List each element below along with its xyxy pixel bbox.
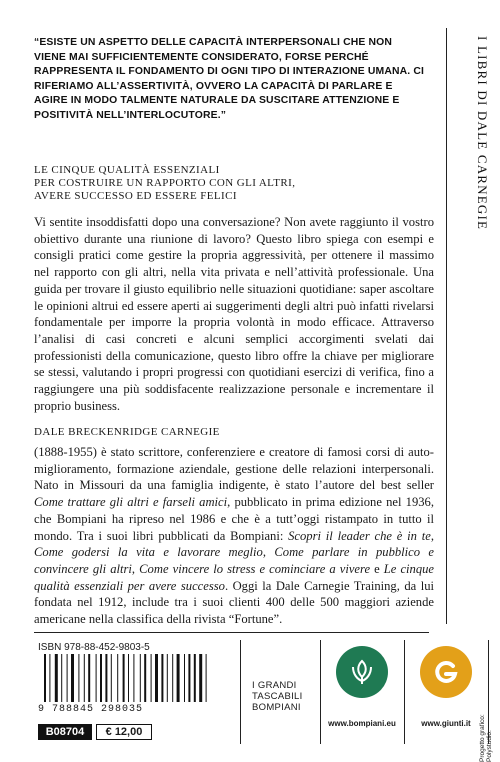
author-bio: (1888-1955) è stato scrittore, conferenziere e creatore di famosi corsi di auto-miglioramento, formazione aziendale, gestione delle relazioni interpersonali. Nato in Missouri da una famiglia indigente, è stato l’autore del best seller Come trattare gli altri e farseli amici, pubblicato in prima edizione nel 1936, che Bompiani ha ripreso nel 1986 e che è a tutt’oggi ristampato in tutto il mondo. Tra i suoi libri pubblicati da Bompiani: Scopri il leader che è in te, Come godersi la vita e lavorare meglio, Come parlare in pubblico e convincere gli altri, Come vincere lo stress e cominciare a vivere e Le cinque qualità essenziali per avere successo. Oggi la Dale Carnegie Training, da lui fondata nel 1912, include tra i suoi clienti 400 delle 500 maggiori aziende americane nella classifica della rivista “Fortune”. (34, 445, 435, 627)
giunti-swirl-icon (420, 646, 472, 698)
design-credit: Progetto grafico: Polystudio. (479, 714, 493, 762)
collection-label: I GRANDI TASCABILI BOMPIANI (252, 680, 303, 713)
publisher-divider-1 (320, 640, 321, 744)
isbn-block (34, 640, 241, 744)
product-code-badge: B08704 (38, 724, 92, 740)
barcode-digits: 9 788845 298035 (38, 704, 144, 715)
price-badge: € 12,00 (96, 724, 152, 740)
back-cover-quote: “ESISTE UN ASPETTO DELLE CAPACITÀ INTERPERSONALI CHE NON VIENE MAI SUFFICIENTEMENTE CONSIDERATO, FORSE PERCHÉ RAPPRESENTA IL FONDAMENTO DI OGNI TIPO DI INTERAZIONE UMANA. CI RIFERIAMO ALL’ASSERTIVITÀ, OVVERO LA CAPACITÀ DI PARLARE E AGIRE IN MODO TALMENTE NATURALE DA SUSCITARE ATTENZIONE E POSITIVITÀ NELL’INTERLOCUTORE.” (34, 37, 425, 121)
publisher-divider-2 (404, 640, 405, 744)
book-description: Vi sentite insoddisfatti dopo una conversazione? Non avete raggiunto il vostro obiettivo durante una riunione di lavoro? Questo libro spiega con esempi e consigli pratici come gestire la propria aggressività, per ottenere il massimo nel rapporto con gli altri, nella vita privata e nell’attività professionale. Una guida per trovare il giusto equilibrio nelle situazioni quotidiane: saper ascoltare le opinioni altrui ed essere aperti ai suggerimenti degli altri può infatti rivelarsi fondamentale per imporre la propria volontà in modo efficace. Attraverso l’analisi di casi concreti e alcuni semplici accorgimenti svelati dai professionisti della comunicazione, questo libro offre la chiave per migliorare se stessi, valutando i propri progressi con quotidiani esercizi di verifica, fino a raggiungere una più soddisfacente realizzazione personale e incrementare il proprio business. (34, 215, 434, 413)
giunti-url[interactable]: www.giunti.it (421, 719, 471, 728)
book-title: LE CINQUE QUALITÀ ESSENZIALI (34, 164, 220, 176)
bottom-divider (34, 632, 429, 633)
book-title-block (34, 164, 426, 203)
author-name: DALE BRECKENRIDGE CARNEGIE (34, 426, 220, 438)
barcode (38, 654, 234, 704)
book-subtitle: PER COSTRUIRE UN RAPPORTO CON GLI ALTRI, AVERE SUCCESSO ED ESSERE FELICI (34, 177, 296, 202)
bompiani-leaf-icon (336, 646, 388, 698)
isbn-number: ISBN 978-88-452-9803-5 (38, 642, 150, 653)
bompiani-url[interactable]: www.bompiani.eu (328, 719, 396, 728)
spine-divider (446, 28, 447, 624)
series-title: I LIBRI DI DALE CARNEGIE (475, 36, 490, 231)
